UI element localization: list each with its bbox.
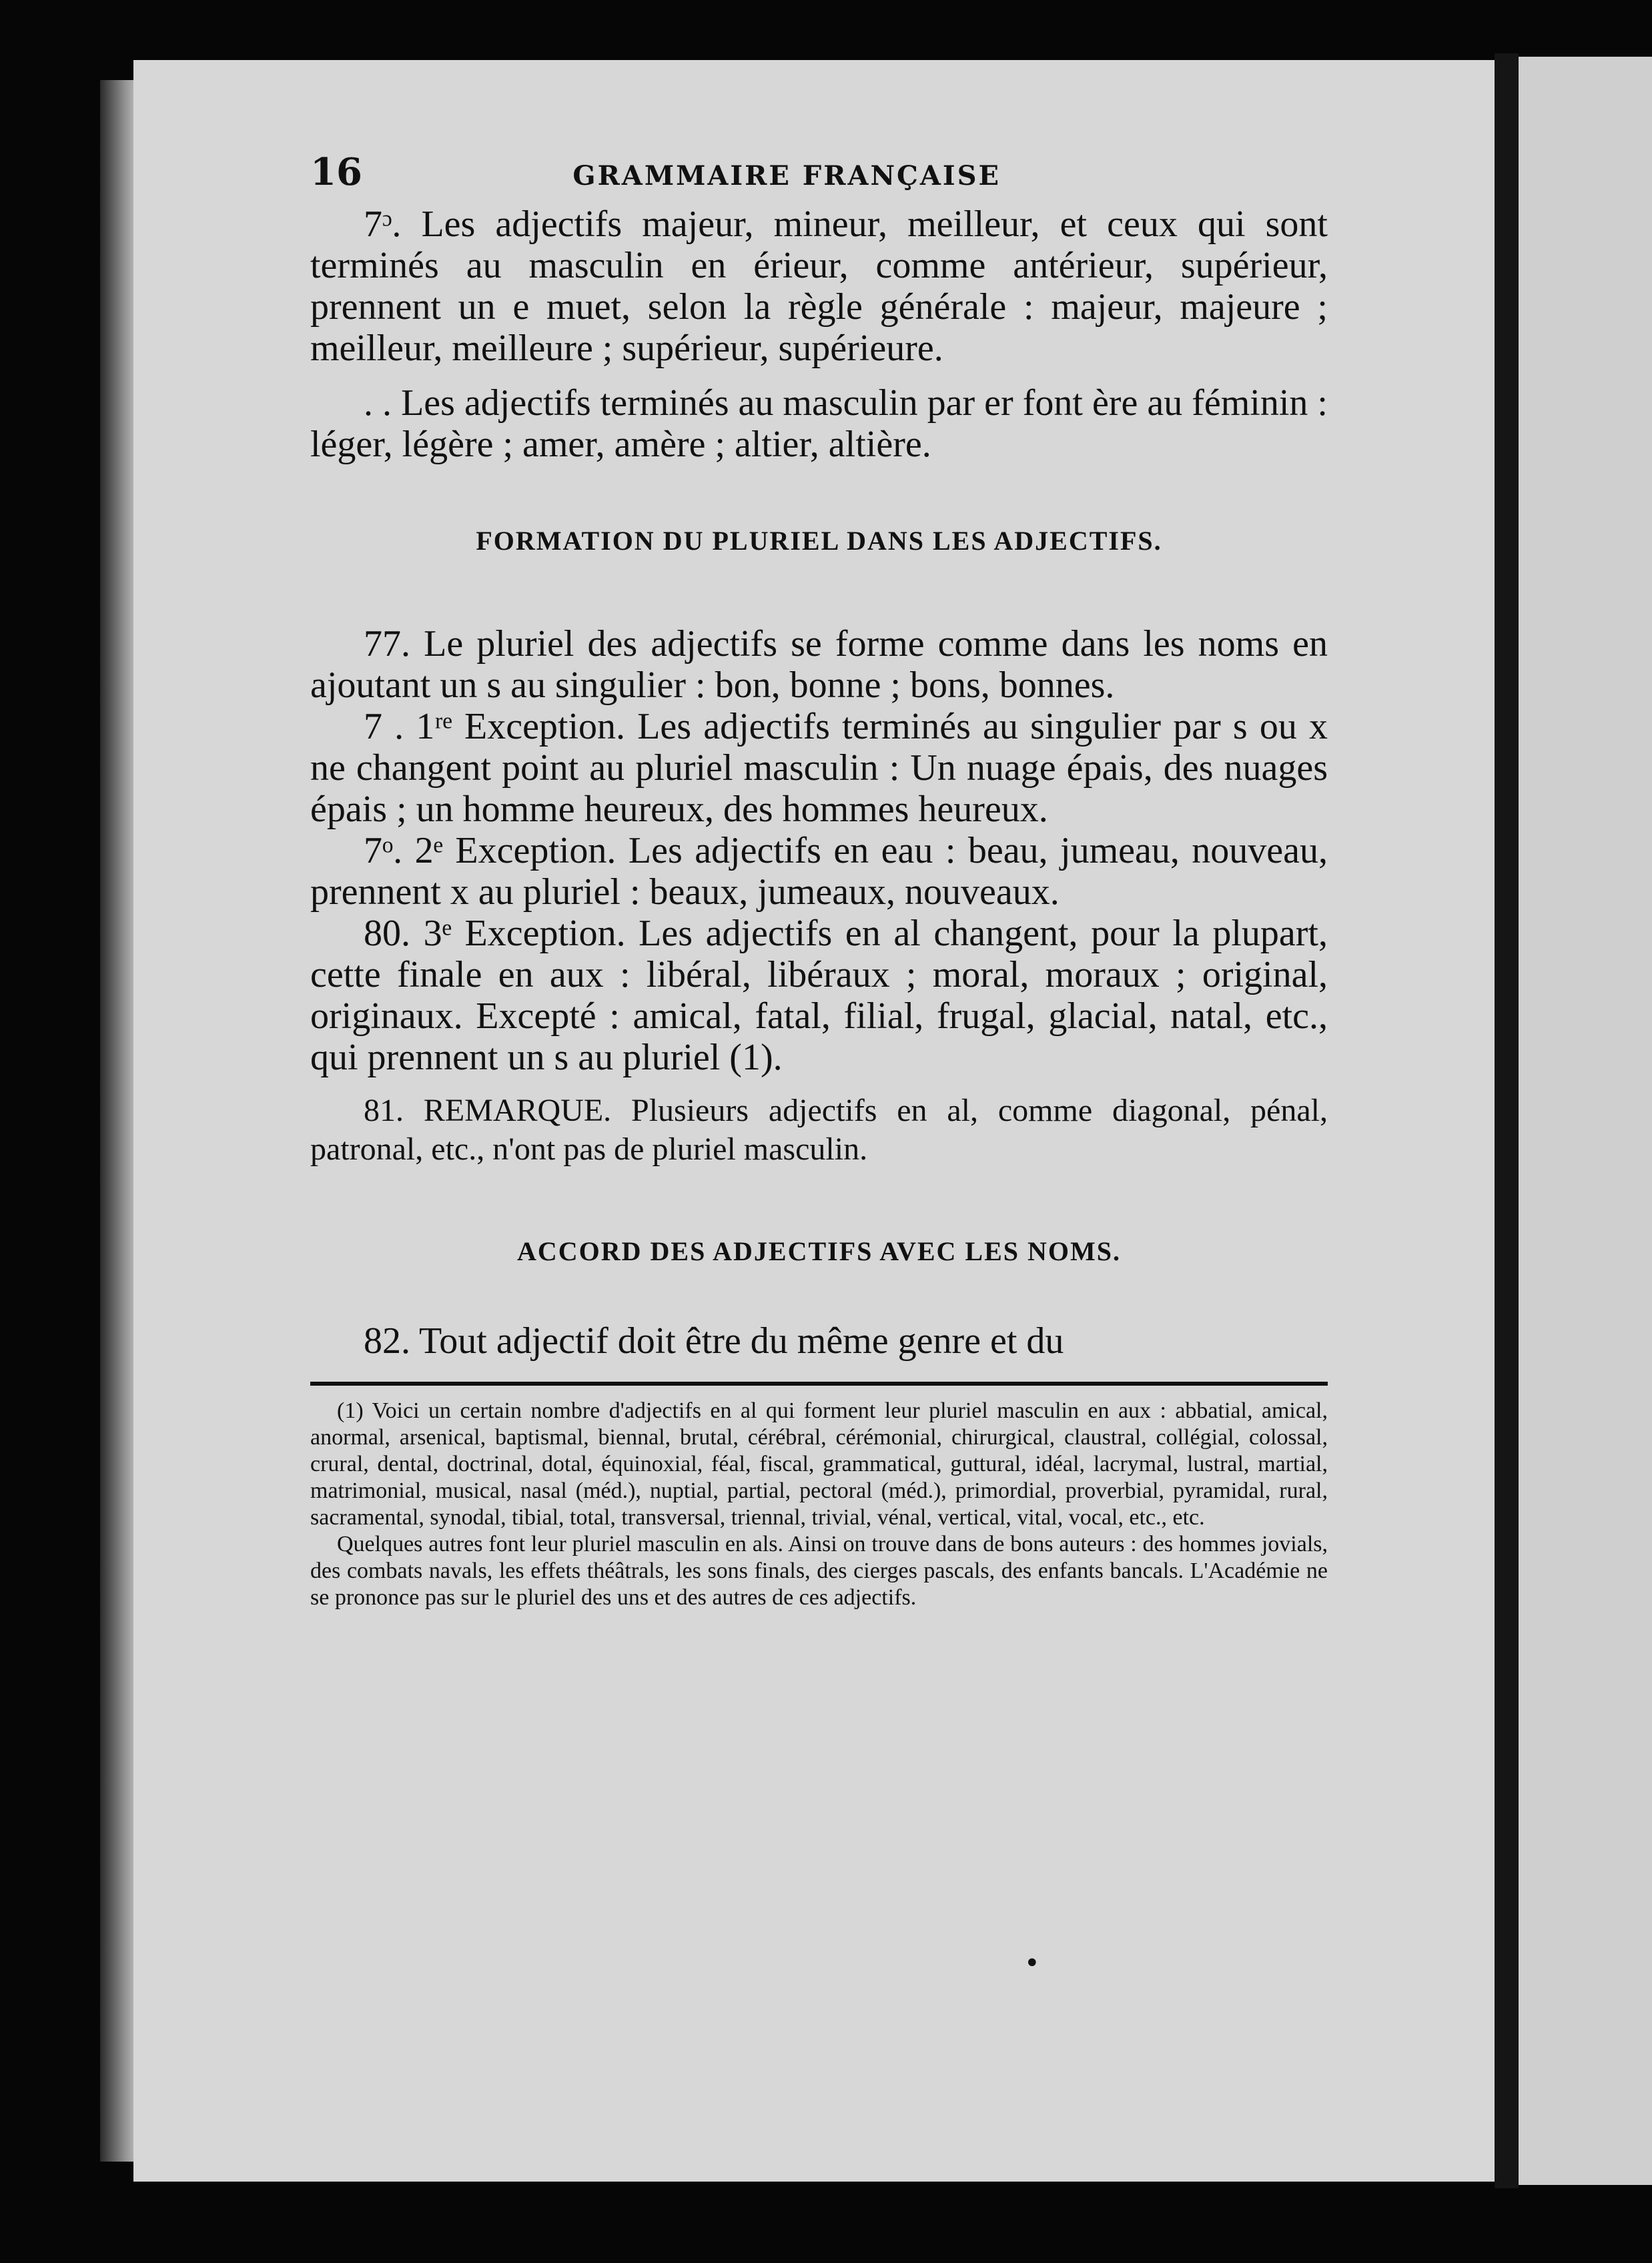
paragraph-76: . . Les adjectifs terminés au masculin par er font ère au féminin : léger, légère ; amer, amère ; altier, altière. xyxy=(310,382,1328,465)
section-heading-accord: ACCORD DES ADJECTIFS AVEC LES NOMS. xyxy=(517,1236,1121,1266)
page-content xyxy=(310,150,1328,1611)
paragraph-77: 77. Le pluriel des adjectifs se forme comme dans les noms en ajoutant un s au singulier : bon, bonne ; bons, bonnes. xyxy=(310,623,1328,706)
footnote-rule xyxy=(310,1382,1328,1386)
paragraph-81-remarque: 81. REMARQUE. Plusieurs adjectifs en al, comme diagonal, pénal, patronal, etc., n'ont pas de pluriel masculin. xyxy=(310,1093,1328,1167)
running-title: GRAMMAIRE FRANÇAISE xyxy=(572,160,1001,191)
paragraph-75: 7ᵓ. Les adjectifs majeur, mineur, meilleur, et ceux qui sont terminés au masculin en érieur, comme antérieur, supérieur, prennent un e muet, selon la règle générale : majeur, majeure ; meilleur, meilleure ; supérieur, supérieure. xyxy=(310,203,1328,369)
paragraph-79: 7ᵒ. 2ᵉ Exception. Les adjectifs en eau : beau, jumeau, nouveau, prennent x au pluriel : beaux, jumeaux, nouveaux. xyxy=(310,830,1328,913)
paragraph-82: 82. Tout adjectif doit être du même genre et du xyxy=(364,1320,1064,1362)
page-header xyxy=(310,150,1328,197)
page-number: 16 xyxy=(310,150,362,194)
paragraph-80: 80. 3ᵉ Exception. Les adjectifs en al changent, pour la plupart, cette finale en aux : libéral, libéraux ; moral, moraux ; original, originaux. Excepté : amical, fatal, filial, frugal, glacial, natal, etc., qui prennent un s au pluriel (1). xyxy=(310,913,1328,1078)
footnote-1: (1) Voici un certain nombre d'adjectifs en al qui forment leur pluriel masculin en aux : abbatial, amical, anormal, arsenical, baptismal, biennal, brutal, cérébral, cérémonial, chirurgical, claustral, collégial, colossal, crural, dental, doctrinal, dotal, équinoxial, féal, fiscal, grammatical, guttural, idéal, lacrymal, lustral, martial, matrimonial, musical, nasal (méd.), nuptial, partial, pectoral (méd.), primordial, proverbial, pyramidal, rural, sacramental, synodal, tibial, total, transversal, triennal, trivial, vénal, vertical, vital, vocal, etc., etc. xyxy=(310,1398,1328,1530)
book-spine xyxy=(1495,53,1519,2188)
page-mark: • xyxy=(1024,1948,1040,1979)
paragraph-78: 7 . 1ʳᵉ Exception. Les adjectifs terminés au singulier par s ou x ne changent point au pluriel masculin : Un nuage épais, des nuages épais ; un homme heureux, des hommes heureux. xyxy=(310,706,1328,830)
section-heading-pluriel: FORMATION DU PLURIEL DANS LES ADJECTIFS. xyxy=(476,526,1162,556)
footnote-1-continued: Quelques autres font leur pluriel masculin en als. Ainsi on trouve dans de bons auteurs : des hommes jovials, des combats navals, les effets théâtrals, les sons finals, des cierges pascals, des enfants bancals. L'Académie ne se prononce pas sur le pluriel des uns et des autres de ces adjectifs. xyxy=(310,1532,1328,1610)
facing-page-edge xyxy=(1519,57,1652,2185)
